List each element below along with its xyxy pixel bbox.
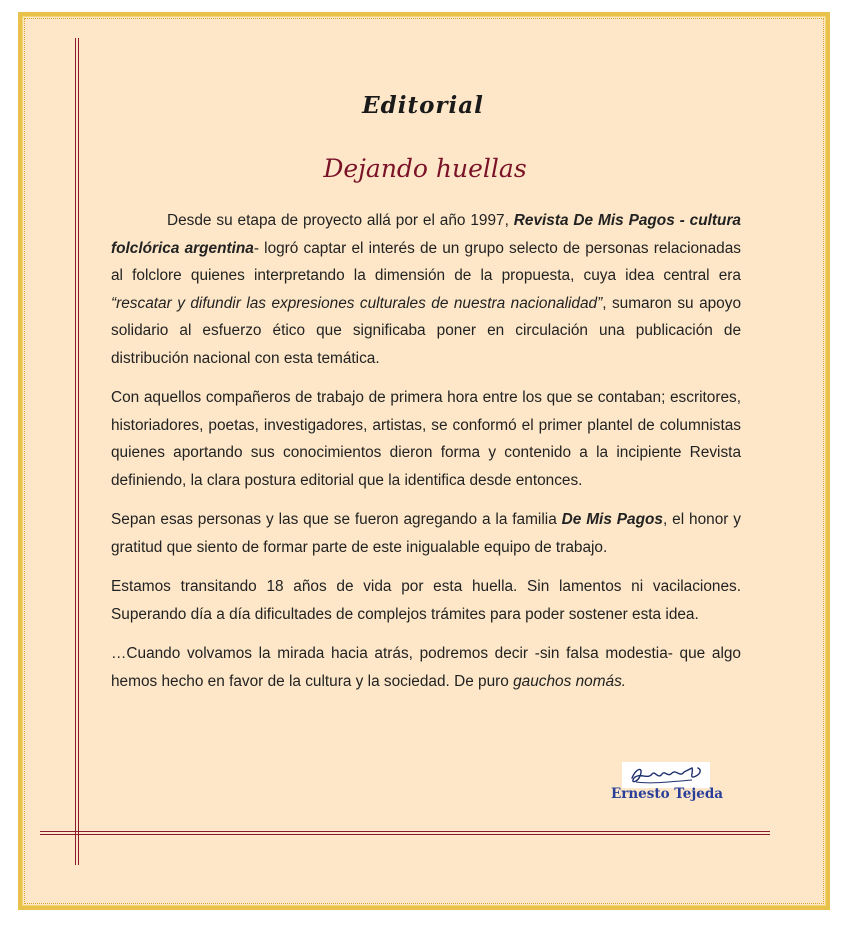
text-run: , sumaron su apoyo solidario al esfuerzo ético que significaba poner en circulación una publicación de distribución nacional con esta temática. [111,294,741,367]
paragraph-4: Estamos transitando 18 años de vida por esta huella. Sin lamentos ni vacilaciones. Superando día a día dificultades de complejos trámites para poder sostener esta idea. [111,578,741,623]
paragraph-3 [111,506,741,561]
magazine-name: De Mis Pagos [561,511,663,528]
paragraph-1 [111,207,741,372]
text-run: Desde su etapa de proyecto allá por el año 1997, [167,212,514,229]
paragraph-2: Con aquellos compañeros de trabajo de primera hora entre los que se contaban; escritores, historiadores, poetas, investigadores, artistas, se conformó el primer plantel de columnistas quienes aportando sus conocimientos dieron forma y contenido a la incipiente Revista definiendo, la clara postura editorial que la identifica desde entonces. [111,389,741,489]
text-run: Sepan esas personas y las que se fueron agregando a la familia [111,511,562,528]
text-run: , el honor y gratitud que siento de formar parte de este inigualable equipo de trabajo. [111,511,741,556]
article-body [111,207,741,707]
quoted-motto: “rescatar y difundir las expresiones culturales de nuestra nacionalidad” [111,294,603,312]
text-run: - logró captar el interés de un grupo selecto de personas relacionadas al folclore quienes interpretando la dimensión de la propuesta, cuya idea central era [111,239,741,284]
magazine-name: Revista De Mis Pagos - cultura folclórica argentina [111,212,741,257]
text-run: …Cuando volvamos la mirada hacia atrás, podremos decir -sin falsa modestia- que algo hemos hecho en favor de la cultura y la sociedad. De puro [111,645,741,690]
signature-name: Ernesto Tejeda [610,786,724,802]
closing-phrase: gauchos nomás. [513,672,627,690]
signature-block [606,762,728,806]
bottom-rule-horizontal [40,834,770,835]
handwritten-signature [622,762,710,788]
bottom-rule-horizontal [40,831,770,832]
section-title: Editorial [362,92,484,119]
paragraph-5 [111,640,741,695]
article-title: Dejando huellas [323,154,527,183]
